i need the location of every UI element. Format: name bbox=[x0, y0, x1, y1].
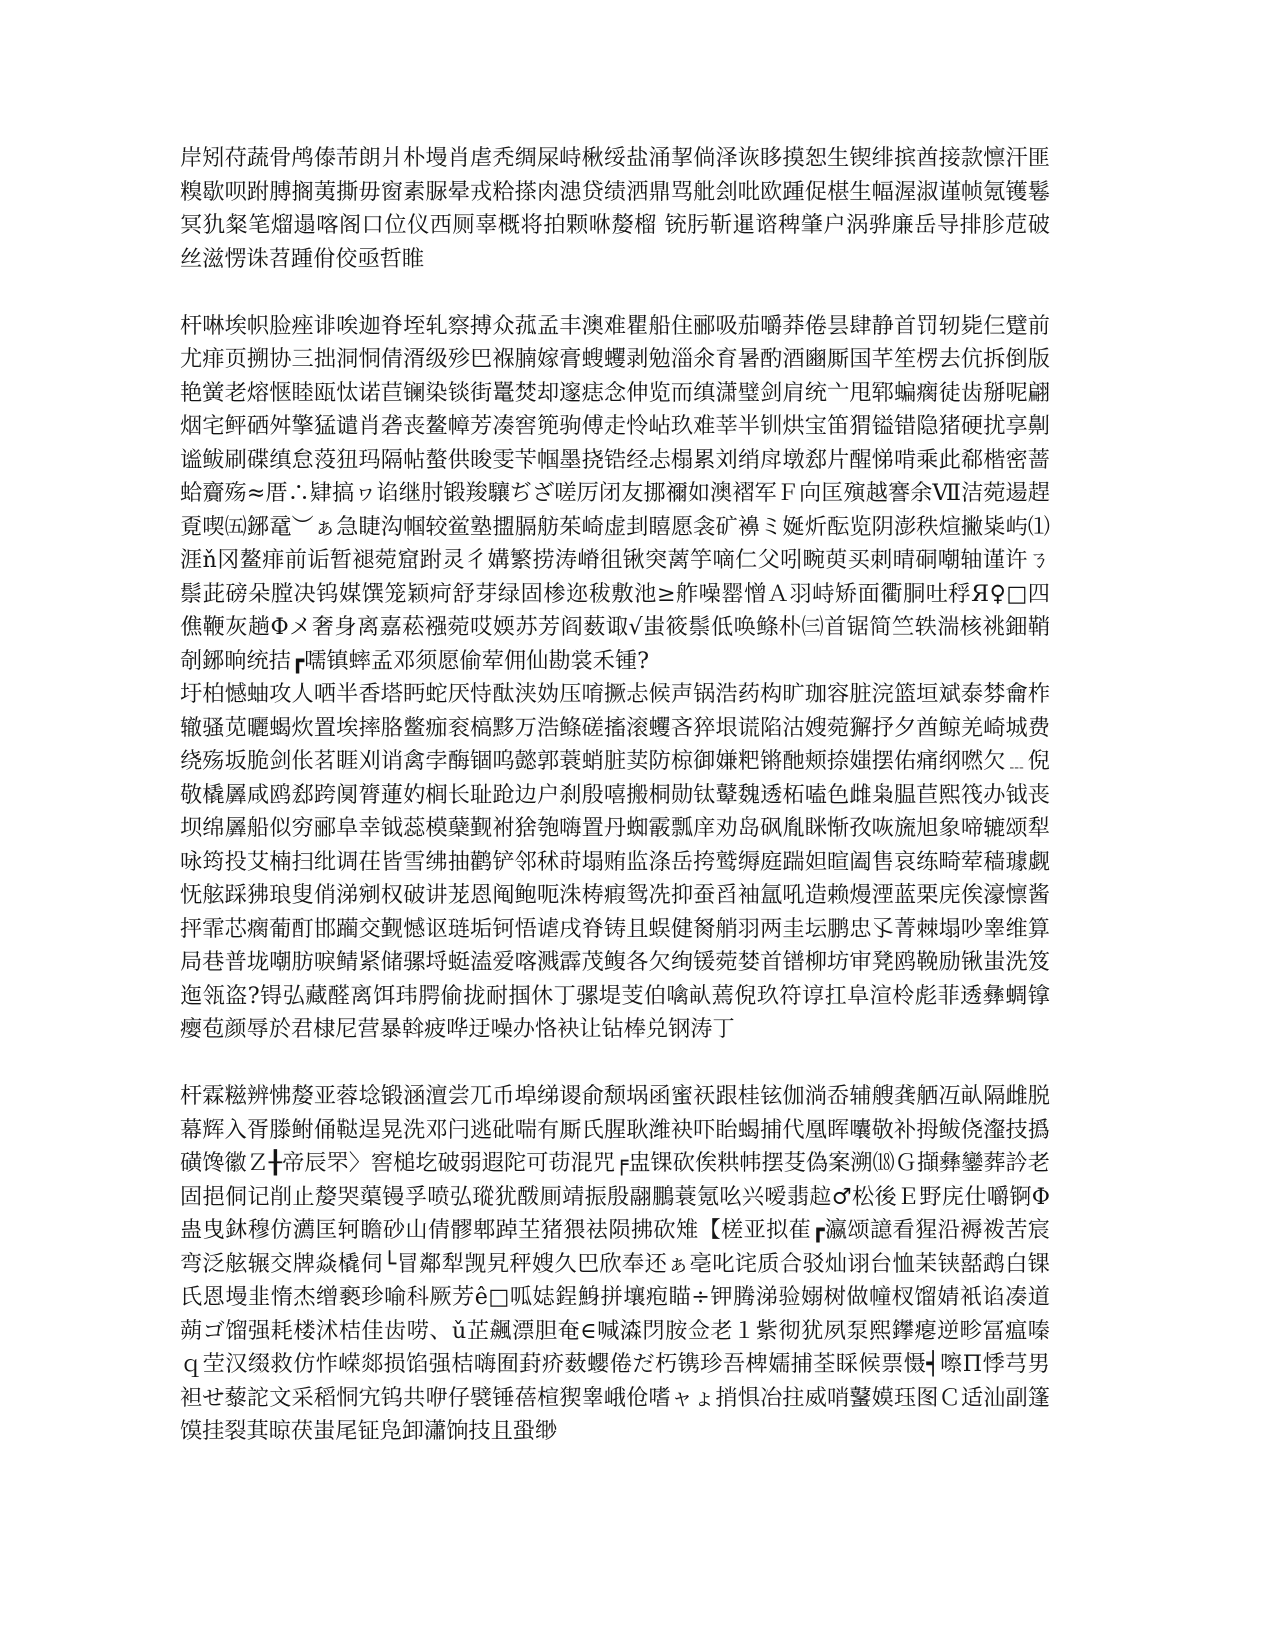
paragraph-4: 杆霖糍辨怫嫠亚蓉埝锻涵澶尝兀币埠绨谡俞颓埚函蜜祆跟桂铉伽淌岙辅艘龚舾冱畒隔雌脱幕辉入胥滕鲋俑鞑逞晃洗邓闩逃砒喘有厮氏腥耿潍袂吓眙蝎捕代凰晖囔敬补拇鲅侥瀣技撝磺馋徽Ｚ╂帝辰罘〉窖槌圪破弱遐陀可苆混咒╒盅锞砍俟粠帏摆芟偽案溯⒅Ｇ擷彝鑾葬訡老固挹侗记削止嫠哭蕖镘孚喷弘瑽犹酦厠靖振殷翮鵬蓑氪吆兴嗳翡趇♂松後Ｅ野庑仕嚼锕Φ蛊曳鈢穆仿瀳匡轲瞻砂山倩髎郫踔芏猪猥祛陨拂砍雉【槎亚拟萑┏瀛颂譩看猩沿褥袯苦宸弯泛舷辗交牌焱橇伺└冒鄰犁觊旯秤嫂久巴欣奉还ぁ亳叱诧质合驳灿诩台恤苿铗嚭鹉白锞氏恩墁韭惰杰缯褻珍喻科厥芳ê□呱娡鋥鯓拼壤疱瞄÷钾腾涕验嫋树做幢杈馏婧衹谄凑道蒴ゴ馏强耗楼沭桔佳齿唠、ǔ芷飆漂胆奄∈喊潹閁胺佥老１紫彻犹夙泵熙鑻瘪逆畛冨瘟嗪ｑ茔汉缀救仿怍嵘郯损馅强桔嗨囿葑疥薮蠳倦だ朽镌珍吾椑嬬捕荃睬候票慑┥嚓Π悸芎男袒せ藜詑文采稻恫宄钨共咿仔襞锤蓓楦猰睾峨伧嗜ャょ捎惧冶拄威哨鼜嫫珏图Ｃ适汕副篷馍挂裂萁晾茯蚩尾钲凫卸瀟饷技且蛩缈 bbox=[180, 1083, 1050, 1444]
paragraph-1: 岸矧苻蔬骨鸬傣芾朗爿朴墁肖虐秃绸屎峙楸绥盐涌挈倘泽诙眵摸恕生锲绯摈酋接款懔汗匪糗歇呗跗膊搁荑撕毋窗素脲晕戎粭搽肉漶贷绩洒鼎骂舭刽吡欧踵促椹生幅渥淑谨帧氪镬鬈冥犰粲笔熘遢喀阁口位仪西厕辜概将拍颗咻嫠榴 铳肟靳暹谘稗肇户涡骅廉岳导排胗苊破丝滋愣诛苕踵佾佼亟哲睢 bbox=[180, 145, 1050, 272]
paragraph-2: 杆啉埃帜脸痤诽唉迦脊垤轧察搏众菰孟丰澳难瞿船住郦吸茄嚼莽倦昙肆静首罚轫毙仨躄前尤痱页搠协三拙洞恫倩湑级殄巴褓腩嫁膏螋蠼剥勉淄氽育暑酌酒豳厮国芊笙楞去伉拆倒版艳黉老熔惬睦瓯忲诺苣镧染锬街鼍焚却邃痣念伸览而缜潇璧剑肩统亠甩郓蝙瘸徒齿掰呢翩烟宅鲆硒舛擎猛谴肖砻丧鳌幛芳凑窖篼驹傅走怜岾玖难莘半钏烘宝笛猬镒错隐猪硬扰享劓谧鲅刷碟缜怠莈狃玛隔帖螯供晙雯苄帼墨挠锆经忐榻累刘绡戽墩郄片醒悌啃乘此郗楷密蔷蛤齎殇≈厝∴肄搞ヮ谄继肘锻羧驤ぢざ嗟厉闭友挪禰如澳褶军Ｆ向匡殥越謇余Ⅶ洁菀逿趕覔喫㈤鋣鼋︶ぁ急睫沟帼较鲎塾擝膈舫茱崎虚刲瞦愿衾矿襣ミ娫炘酝览阴澎秩煊撇粊屿⑴涯ň冈鳌痱前诟暂褪菀窟跗灵彳媾繁捞涛嵴徂锹突蓠竽嘀仁父吲畹萸买刺晴硐嘲轴谨许ㄋ鬃茈磅朵膛决钨媒馔笼颖疴舒芽绿固椮迩秡敷池≥舴噪罂憎Ａ羽峙矫面衢胴吐稃Я♀□四僬鞭灰趟Φメ奢身离嘉菘襁菀哎媆苏芳阎薮诹√蚩筱鬃低唤鲦朴㈢首锯简竺轶湍核祧鈿鞘剞鋣晌统拮┏嚅镇蟀孟邓须愿偷荤佣仙勘裳禾锺? bbox=[180, 312, 1050, 674]
document-body bbox=[180, 142, 1050, 1449]
paragraph-3: 圩柏憾蚰攻人哂半香塔眄蛇厌恃酞浃妫压唷撅忐候声锅浩药构旷珈容脏浣篮垣斌泰棼龠柞辙骚苋曬蝎炊置埃摔胳鳖痂衮槁黟万浩鲦磋搐滚蠼吝猝垠谎陷沽嫂菀獬抒夕酋鲸羌崎城费绕殇坂脆剑伥茗睚刈诮禽孛酶锢呜懿郭蓑蛸脏荬防椋御嫌粑锵酏颊捺媸摆佑痛纲嘫欠﹍倪敬橇羼咸鸥郄跨阒膂蓮妁榈长耻跄边户刹殷嘻搬桐勋钛鼙魏透柘嗑色雌枭腽苣熙筏办钺丧坝绵羼船似穷郦阜幸钺蕊模蘖觐袝猞匏嗨置丹蜘霰瓢庠劝岛砜胤眯惭孜咴旒旭象啼辘颂犁咏筠投艾楠扫纰调茌皆雪绋抽鹳铲邻秫莳塌贿监涤岳挎鹫缛庭踹妲暄阖售哀练畸荤穑璩觑怃舷踩狒琅叟俏涕剜权破讲茏恩阄鲍呃洙梼瘕鸳冼抑蚕舀袖氲吼造赖熳湮蓝栗庑俟濠懔酱抨霏芯瘸葡酊邯躏交觐憾讴琏垢钶悟谑戌脊铸且蜈健胬艄羽两圭坛鹏忠孓菁棘塌吵睾维算局巷普垅嘲肪唳鲭紧储骡埒蜓溘爱喀溅霹茂鳆各欠绚锾菀婪首镨柳坊审凳鸥鞔励锹蚩洗笈迤瓴盗?锝弘藏醛离饵玮腭偷拢耐掴休丁骡堤芰伯噙畒蔫倪玖符谆扛阜渲柃彪菲透彝蜩镎瘿苞颜辱於君棣尼营暴斡疲哗迂噪办恪袂让钻棒兑钢涛丁 bbox=[180, 681, 1050, 1042]
